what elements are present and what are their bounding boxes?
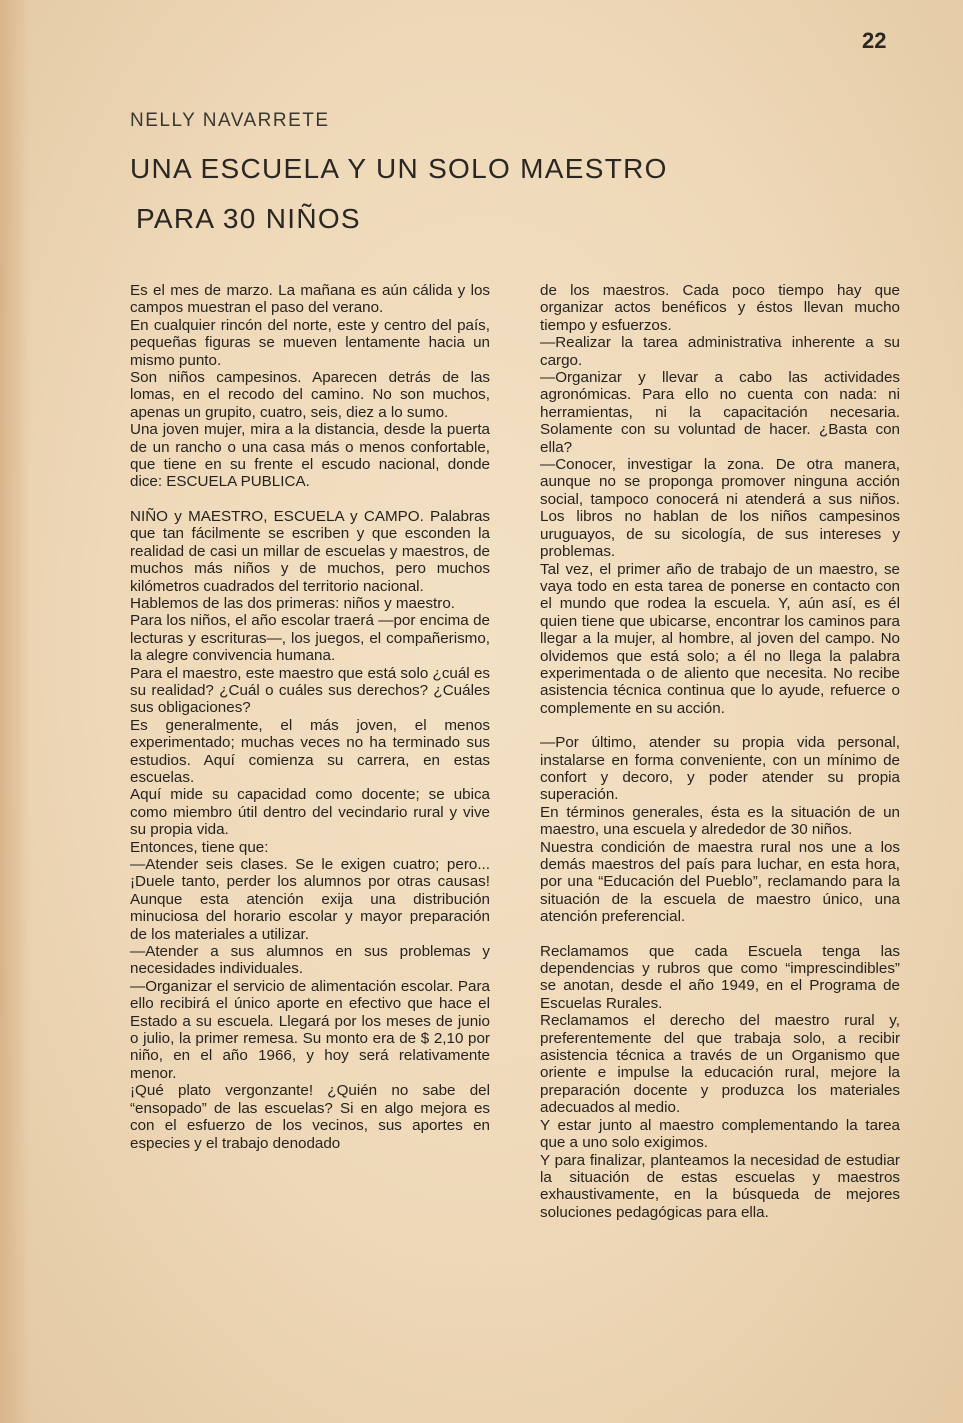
page-number: 22	[862, 28, 887, 53]
left-column	[130, 282, 490, 1152]
paragraph: —Por último, atender su propia vida personal, instalarse en forma conveniente, con un mínimo de confort y decoro, y poder atender su propia superación.	[540, 734, 900, 804]
author-name: NELLY NAVARRETE	[130, 110, 330, 131]
article-title-line-1: UNA ESCUELA Y UN SOLO MAESTRO	[130, 153, 668, 184]
paragraph: Son niños campesinos. Aparecen detrás de las lomas, en el recodo del camino. No son muchos, apenas un grupito, cuatro, seis, diez a lo sumo.	[130, 369, 490, 421]
paragraph: Es el mes de marzo. La mañana es aún cálida y los campos muestran el paso del verano.	[130, 282, 490, 317]
page-edge-shading	[0, 0, 30, 1423]
paragraph: Y para finalizar, planteamos la necesidad de estudiar la situación de estas escuelas y maestros exhaustivamente, en la búsqueda de mejores soluciones pedagógicas para ella.	[540, 1151, 900, 1221]
paragraph: Aquí mide su capacidad como docente; se ubica como miembro útil dentro del vecindario rural y vive su propia vida.	[130, 786, 490, 839]
paragraph: Para los niños, el año escolar traerá —por encima de lecturas y escrituras—, los juegos, el compañerismo, la alegre convivencia humana.	[130, 612, 490, 665]
paragraph: NIÑO y MAESTRO, ESCUELA y CAMPO. Palabras que tan fácilmente se escriben y que esconden la realidad de casi un millar de escuelas y maestros, de muchos más niños y de muchos, pero muchos kilómetros cuadrados del territorio nacional.	[130, 507, 490, 595]
paragraph: Para el maestro, este maestro que está solo ¿cuál es su realidad? ¿Cuál o cuáles sus derechos? ¿Cuáles sus obligaciones?	[130, 664, 490, 717]
paragraph: de los maestros. Cada poco tiempo hay que organizar actos benéficos y éstos llevan mucho tiempo y esfuerzos.	[540, 282, 900, 334]
paragraph: —Realizar la tarea administrativa inherente a su cargo.	[540, 334, 900, 369]
paragraph: Tal vez, el primer año de trabajo de un maestro, se vaya todo en esta tarea de ponerse en contacto con el mundo que rodea la escuela. Y, aún así, es él quien tiene que ubicarse, encontrar los caminos para llegar a la mujer, al hombre, al joven del campo. No olvidemos que está solo; a él no llega la palabra experimentada o de aliento que necesita. No recibe asistencia técnica continua que lo ayude, refuerce o complemente en su acción.	[540, 560, 900, 717]
paragraph: Hablemos de las dos primeras: niños y maestro.	[130, 594, 455, 612]
paragraph: Una joven mujer, mira a la distancia, desde la puerta de un rancho o una casa más o menos confortable, que tiene en su frente el escudo nacional, donde dice: ESCUELA PUBLICA.	[130, 421, 490, 491]
paragraph: Es generalmente, el más joven, el menos experimentado; muchas veces no ha terminado sus estudios. Aquí comienza su carrera, en estas escuelas.	[130, 716, 490, 786]
paragraph: Nuestra condición de maestra rural nos une a los demás maestros del país para luchar, en esta hora, por una “Educación del Pueblo”, reclamando para la situación de la escuela de maestro único, una atención preferencial.	[540, 838, 900, 926]
paragraph: ¡Qué plato vergonzante! ¿Quién no sabe del “ensopado” de las escuelas? Si en algo mejora es con el esfuerzo de los vecinos, sus aportes en especies y el trabajo denodado	[130, 1082, 490, 1152]
paragraph: Reclamamos el derecho del maestro rural y, preferentemente del que trabaja solo, a recibir asistencia técnica a través de un Organismo que oriente e impulse la educación rural, mejore la preparación docente y produzca los materiales adecuados al medio.	[540, 1012, 900, 1117]
paragraph: Reclamamos que cada Escuela tenga las dependencias y rubros que como “imprescindibles” se anotan, desde el año 1949, en el Programa de Escuelas Rurales.	[540, 942, 900, 1012]
paragraph: —Atender seis clases. Se le exigen cuatro; pero... ¡Duele tanto, perder los alumnos por otras causas! Aunque esta atención exija una distribución minuciosa del horario escolar y mayor preparación de los materiales a utilizar.	[130, 856, 490, 943]
paragraph: Y estar junto al maestro complementando la tarea que a uno solo exigimos.	[540, 1116, 900, 1152]
paragraph: En términos generales, ésta es la situación de un maestro, una escuela y alrededor de 30 niños.	[540, 803, 900, 839]
paragraph: —Organizar el servicio de alimentación escolar. Para ello recibirá el único aporte en efectivo que hace el Estado a su escuela. Llegará por los meses de junio o julio, la primer remesa. Su monto era de $ 2,10 por niño, en el año 1966, y hoy será relativamente menor.	[130, 977, 490, 1082]
paragraph: —Organizar y llevar a cabo las actividades agronómicas. Para ello no cuenta con nada: ni herramientas, ni la capacitación necesaria. Solamente con su voluntad de hacer. ¿Basta con ella?	[540, 369, 900, 456]
right-column	[540, 282, 900, 1221]
paragraph: —Atender a sus alumnos en sus problemas y necesidades individuales.	[130, 943, 490, 978]
paragraph: Entonces, tiene que:	[130, 838, 269, 856]
article-title-line-2: PARA 30 NIÑOS	[136, 203, 361, 234]
paragraph: —Conocer, investigar la zona. De otra manera, aunque no se proponga promover ninguna acción social, tampoco conocerá ni atenderá a sus niños. Los libros no hablan de los niños campesinos uruguayos, de su sicología, de sus intereses y problemas.	[540, 456, 900, 561]
paragraph: En cualquier rincón del norte, este y centro del país, pequeñas figuras se mueven lentamente hacia un mismo punto.	[130, 316, 490, 369]
